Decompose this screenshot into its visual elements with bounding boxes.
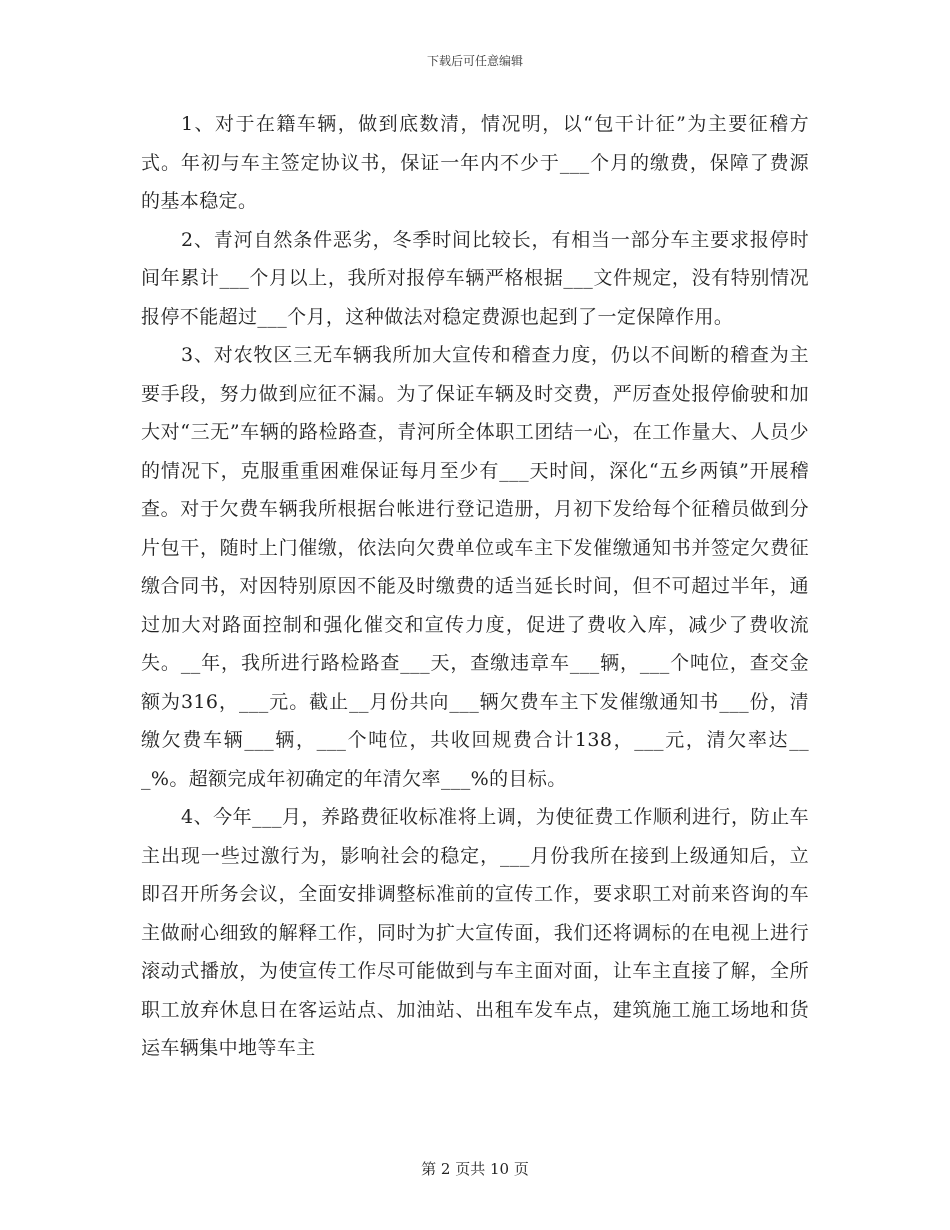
paragraph-4: 4、今年___月，养路费征收标准将上调，为使征费工作顺利进行，防止车主出现一些过激行为，影响社会的稳定，___月份我所在接到上级通知后，立即召开所务会议，全面安排调整标准前的宣传工作，要求职工对前来咨询的车主做耐心细致的解释工作，同时为扩大宣传面，我们还将调标的在电视上进行滚动式播放，为使宣传工作尽可能做到与车主面对面，让车主直接了解，全所职工放弃休息日在客运站点、加油站、出租车发车点，建筑施工施工场地和货运车辆集中地等车主 [141, 806, 809, 1059]
paragraph-3: 3、对农牧区三无车辆我所加大宣传和稽查力度，仍以不间断的稽查为主要手段，努力做到应征不漏。为了保证车辆及时交费，严厉查处报停偷驶和加大对“三无”车辆的路检路查，青河所全体职工团结一心，在工作量大、人员少的情况下，克服重重困难保证每月至少有___天时间，深化“五乡两镇”开展稽查。对于欠费车辆我所根据台帐进行登记造册，月初下发给每个征稽员做到分片包干，随时上门催缴，依法向欠费单位或车主下发催缴通知书并签定欠费征缴合同书，对因特别原因不能及时缴费的适当延长时间，但不可超过半年，通过加大对路面控制和强化催交和宣传力度，促进了费收入库，减少了费收流失。__年，我所进行路检路查___天，查缴违章车___辆，___个吨位，查交金额为316，___元。截止__月份共向___辆欠费车主下发催缴通知书___份，清缴欠费车辆___辆，___个吨位，共收回规费合计138，___元，清欠率达___%。超额完成年初确定的年清欠率___%的目标。 [141, 344, 809, 790]
document-body [141, 105, 809, 1068]
paragraph-1: 1、对于在籍车辆，做到底数清，情况明，以“包干计征”为主要征稽方式。年初与车主签定协议书，保证一年内不少于___个月的缴费，保障了费源的基本稳定。 [141, 113, 809, 212]
paragraph-2: 2、青河自然条件恶劣，冬季时间比较长，有相当一部分车主要求报停时间年累计___个月以上，我所对报停车辆严格根据___文件规定，没有特别情况报停不能超过___个月，这种做法对稳定费源也起到了一定保障作用。 [141, 228, 809, 328]
page-footer: 第 2 页共 10 页 [421, 1160, 529, 1178]
page-header: 下载后可任意编辑 [426, 54, 523, 68]
